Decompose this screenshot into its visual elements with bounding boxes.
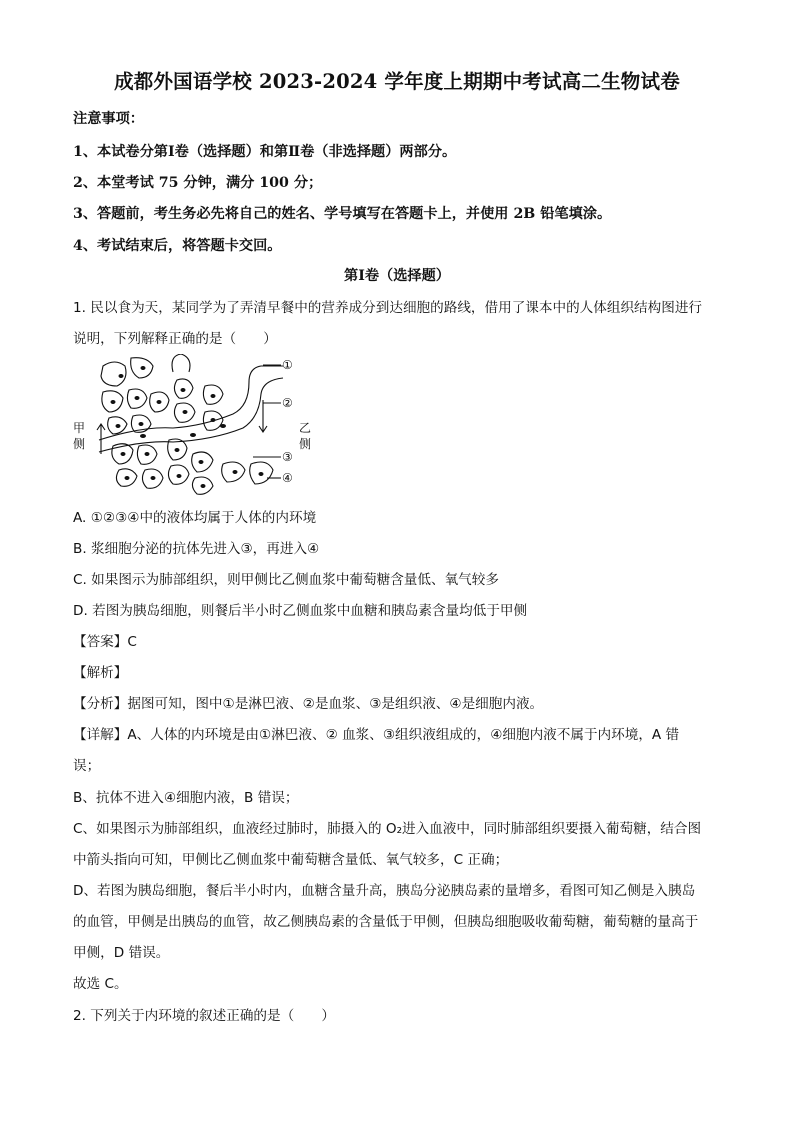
q1-option-b: B. 浆细胞分泌的抗体先进入③，再进入④ [73,541,320,557]
q1-analysis-line: 故选 C。 [73,976,128,992]
tissue-structure-figure [73,354,313,496]
flow-arrow [259,400,267,432]
exam-title: 成都外国语学校 2023-2024 学年度上期期中考试高二生物试卷 [114,70,680,93]
q1-answer: 【答案】C [73,634,137,650]
q1-analysis-line: 误； [73,758,101,774]
q1-analysis-heading: 【解析】 [73,665,128,681]
q1-analysis-line: 中箭头指向可知，甲侧比乙侧血浆中葡萄糖含量低、氧气较多，C 正确； [73,852,509,868]
figure-right-label-1: 乙 [299,421,312,435]
q1-analysis-line: C、如果图示为肺部组织，血液经过肺时，肺摄入的 O₂进入血液中，同时肺部组织要摄入葡萄糖，结合图 [73,821,702,837]
q1-analysis-line: 【分析】据图可知，图中①是淋巴液、②是血浆、③是组织液、④是细胞内液。 [73,696,544,712]
figure-marker-1: ① [282,358,293,372]
q1-analysis-line: 甲侧，D 错误。 [73,945,170,961]
q1-analysis-line: D、若图为胰岛细胞，餐后半小时内，血糖含量升高，胰岛分泌胰岛素的量增多，看图可知乙侧是入胰岛 [73,883,696,899]
figure-left-label-1: 甲 [73,421,86,435]
lymph-vessel [172,354,190,372]
notice-item-2: 2、本堂考试 75 分钟，满分 100 分； [73,175,323,191]
q1-stem-line-2: 说明，下列解释正确的是（ ） [73,331,277,347]
q1-stem-line-1: 1. 民以食为天，某同学为了弄清早餐中的营养成分到达细胞的路线，借用了课本中的人体组织结构图进行 [73,300,703,316]
q1-analysis-line: B、抗体不进入④细胞内液，B 错误； [73,790,299,806]
figure-marker-2: ② [282,396,293,410]
tissue-cell [101,362,126,386]
q1-option-d: D. 若图为胰岛细胞，则餐后半小时乙侧血浆中血糖和胰岛素含量均低于甲侧 [73,603,528,619]
q1-option-c: C. 如果图示为肺部组织，则甲侧比乙侧血浆中葡萄糖含量低、氧气较多 [73,572,499,588]
notice-item-3: 3、答题前，考生务必先将自己的姓名、学号填写在答题卡上，并使用 2B 铅笔填涂。 [73,206,612,222]
notice-heading: 注意事项： [73,111,144,127]
q1-option-a: A. ①②③④中的液体均属于人体的内环境 [73,510,317,526]
capillary-wall [99,366,283,440]
notice-item-4: 4、考试结束后，将答题卡交回。 [73,238,282,254]
figure-marker-3: ③ [282,450,293,464]
q1-analysis-line: 【详解】A、人体的内环境是由①淋巴液、② 血浆、③组织液组成的，④细胞内液不属于内环境，A 错 [73,727,680,743]
figure-left-label-2: 侧 [73,437,86,451]
capillary-wall [99,378,283,452]
figure-marker-4: ④ [282,471,293,485]
q1-analysis-line: 的血管，甲侧是出胰岛的血管，故乙侧胰岛素的含量低于甲侧，但胰岛细胞吸收葡萄糖，葡萄糖的量高于 [73,914,699,930]
q2-stem: 2. 下列关于内环境的叙述正确的是（ ） [73,1008,335,1024]
figure-right-label-2: 侧 [299,437,312,451]
notice-item-1: 1、本试卷分第Ⅰ卷（选择题）和第Ⅱ卷（非选择题）两部分。 [73,144,457,160]
section-title: 第Ⅰ卷（选择题） [344,268,450,284]
